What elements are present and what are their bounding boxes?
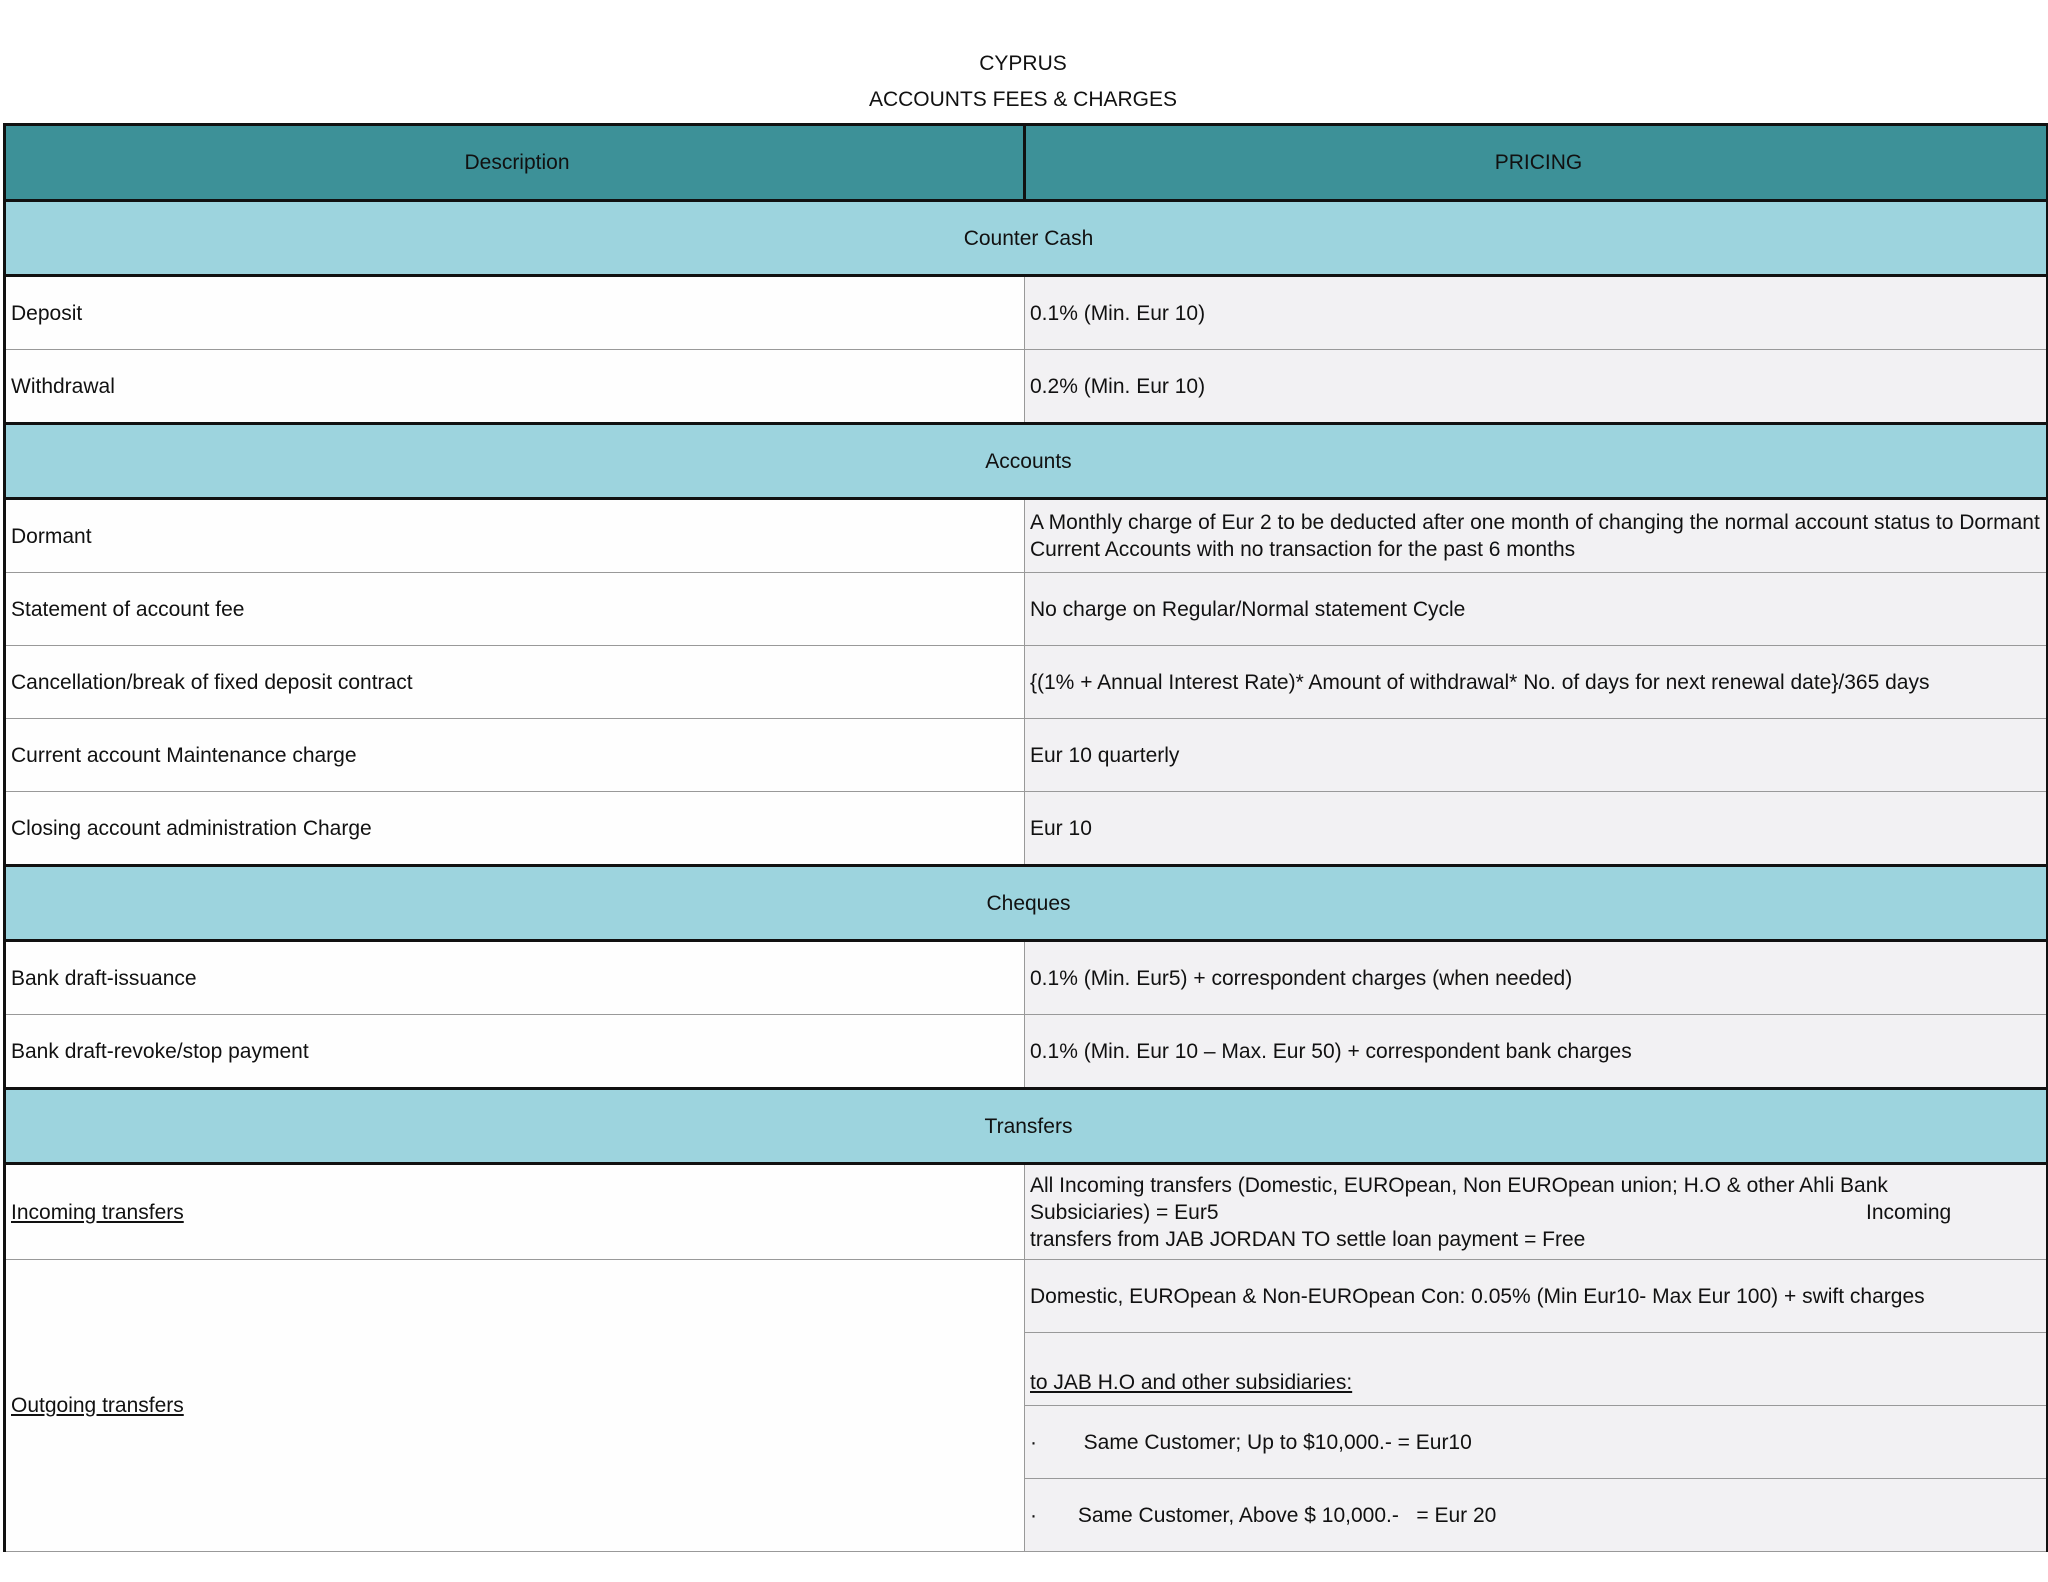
table-row [5, 276, 2048, 350]
section-label: Cheques [5, 866, 2048, 941]
row-pricing: 0.1% (Min. Eur 10 – Max. Eur 50) + correspondent bank charges [1025, 1015, 2048, 1089]
row-description: Withdrawal [5, 350, 1025, 424]
row-description: Bank draft-revoke/stop payment [5, 1015, 1025, 1089]
table-row [5, 499, 2048, 573]
document-subtitle: ACCOUNTS FEES & CHARGES [868, 88, 1178, 111]
incoming-line-3: transfers from JAB JORDAN TO settle loan payment = Free [1030, 1227, 1586, 1251]
row-pricing: A Monthly charge of Eur 2 to be deducted after one month of changing the normal account status to Dormant Current Accounts with no transaction for the past 6 months [1025, 499, 2048, 573]
table-row [5, 792, 2048, 866]
section-header-transfers [5, 1089, 2048, 1164]
table-row [5, 1015, 2048, 1089]
incoming-line-2a: Subsiciaries) = Eur5 [1030, 1200, 1219, 1224]
document-title: CYPRUS [979, 52, 1067, 75]
row-description [5, 1260, 1025, 1552]
row-description: Statement of account fee [5, 573, 1025, 646]
row-description: Current account Maintenance charge [5, 719, 1025, 792]
table-row [5, 941, 2048, 1015]
section-label: Transfers [5, 1089, 2048, 1164]
row-description [5, 1164, 1025, 1260]
outgoing-item: · Same Customer; Up to $10,000.- = Eur10 [1025, 1406, 2048, 1479]
row-description: Dormant [5, 499, 1025, 573]
row-description: Closing account administration Charge [5, 792, 1025, 866]
outgoing-transfers-label: Outgoing transfers [11, 1394, 184, 1417]
table-row [5, 719, 2048, 792]
outgoing-item: · Same Customer, Above $ 10,000.- = Eur 20 [1025, 1479, 2048, 1552]
incoming-transfers-label: Incoming transfers [11, 1200, 184, 1224]
incoming-line-2b: Incoming [1866, 1200, 1952, 1224]
row-pricing: {(1% + Annual Interest Rate)* Amount of withdrawal* No. of days for next renewal date}/365 days [1025, 646, 2048, 719]
row-pricing: Eur 10 [1025, 792, 2048, 866]
table-row [5, 646, 2048, 719]
header-description: Description [5, 125, 1025, 201]
section-header-accounts [5, 424, 2048, 499]
table-row-outgoing [5, 1260, 2048, 1333]
row-description: Bank draft-issuance [5, 941, 1025, 1015]
row-pricing: 0.1% (Min. Eur 10) [1025, 276, 2048, 350]
row-pricing: 0.2% (Min. Eur 10) [1025, 350, 2048, 424]
outgoing-item: Domestic, EUROpean & Non-EUROpean Con: 0.05% (Min Eur10- Max Eur 100) + swift charges [1025, 1260, 2048, 1333]
table-header-row [5, 125, 2048, 201]
row-pricing: 0.1% (Min. Eur5) + correspondent charges (when needed) [1025, 941, 2048, 1015]
incoming-line-1: All Incoming transfers (Domestic, EUROpean, Non EUROpean union; H.O & other Ahli Bank [1030, 1173, 1888, 1197]
row-pricing: No charge on Regular/Normal statement Cycle [1025, 573, 2048, 646]
outgoing-subheading: to JAB H.O and other subsidiaries: [1030, 1371, 1353, 1394]
incoming-line-2 [1030, 1199, 2046, 1226]
section-header-counter-cash [5, 201, 2048, 276]
section-header-cheques [5, 866, 2048, 941]
row-pricing [1025, 1164, 2048, 1260]
section-label: Counter Cash [5, 201, 2048, 276]
fees-table [3, 123, 2048, 1552]
table-row [5, 350, 2048, 424]
table-row-incoming [5, 1164, 2048, 1260]
row-pricing: Eur 10 quarterly [1025, 719, 2048, 792]
section-label: Accounts [5, 424, 2048, 499]
row-description: Deposit [5, 276, 1025, 350]
header-pricing: PRICING [1025, 125, 2048, 201]
row-description: Cancellation/break of fixed deposit contract [5, 646, 1025, 719]
outgoing-item [1025, 1333, 2048, 1406]
table-row [5, 573, 2048, 646]
